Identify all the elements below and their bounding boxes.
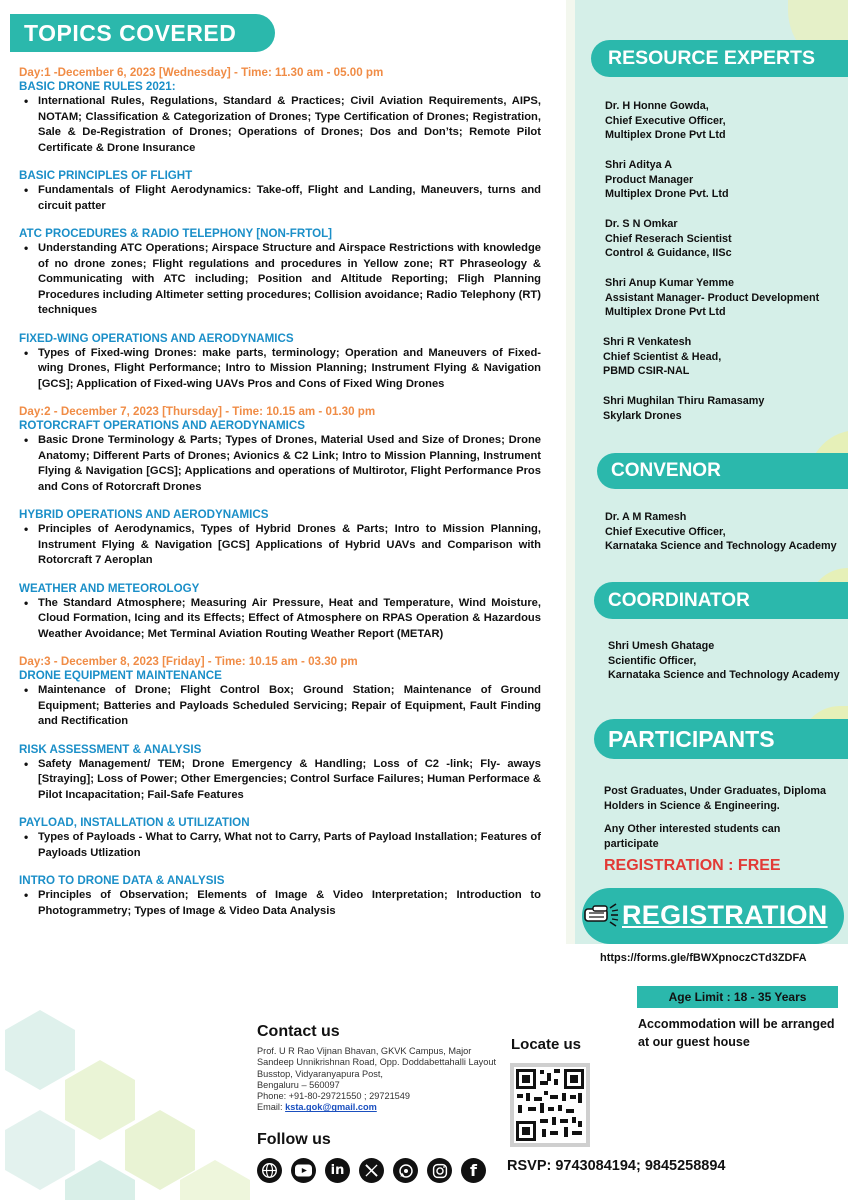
section-title: DRONE EQUIPMENT MAINTENANCE (19, 669, 222, 682)
expert-role: Chief Scientist & Head, (603, 350, 722, 363)
expert-name: Shri Mughilan Thiru Ramasamy (603, 395, 765, 407)
section-text: • Types of Fixed-wing Drones: make parts, terminology; Operation and Maneuvers of Fixed-wing Drones, Flight Performance; Intro to Mission Planning; Instrument Flying & Navigation [GCS]; Application of Fixed-wing UAVs Pros and Cons of Fixed Wing Drones (19, 346, 541, 393)
convenor-title: CONVENOR (597, 453, 848, 489)
participants-eligibility: Post Graduates, Under Graduates, Diploma Holders in Science & Engineering. (604, 785, 826, 812)
section-text: • Types of Payloads - What to Carry, What not to Carry, Parts of Payload Installation; Features of Payloads Utlization (19, 830, 541, 861)
expert-role: Chief Executive Officer, (605, 114, 726, 127)
expert-org: Multiplex Drone Pvt. Ltd (605, 188, 729, 201)
contact-email-row (257, 1102, 497, 1113)
section-title: HYBRID OPERATIONS AND AERODYNAMICS (19, 508, 269, 521)
expert-role: Product Manager (605, 173, 694, 186)
coordinator-org: Karnataka Science and Technology Academy (608, 669, 840, 682)
youtube-icon[interactable] (291, 1158, 316, 1183)
expert-name: Dr. S N Omkar (605, 218, 678, 230)
expert-role: Chief Reserach Scientist (605, 232, 732, 245)
registration-button-label[interactable]: REGISTRATION (622, 900, 828, 930)
contact-title: Contact us (257, 1023, 340, 1040)
section-text: • Principles of Aerodynamics, Types of Hybrid Drones & Parts; Intro to Mission Planning, Instrument Flying & Navigation [GCS] Applications of Hybrid UAVs and Comparison with Rotorcraft 7 Aeroplan (19, 522, 541, 569)
section-title: WEATHER AND METEOROLOGY (19, 581, 200, 595)
expert-card (605, 158, 729, 202)
section-title: BASIC PRINCIPLES OF FLIGHT (19, 169, 193, 182)
coordinator-role: Scientific Officer, (608, 654, 697, 667)
contact-details (257, 1046, 497, 1114)
facebook-icon[interactable]: f (461, 1158, 486, 1183)
contact-address: Prof. U R Rao Vijnan Bhavan, GKVK Campus, Major Sandeep Unnikrishnan Road, Opp. Doddabettahalli Layout Busstop, Vidyaranyapura Post, (257, 1046, 497, 1079)
convenor-org: Karnataka Science and Technology Academy (605, 540, 837, 553)
section-title: ATC PROCEDURES & RADIO TELEPHONY [NON-FRTOL] (19, 227, 333, 240)
contact-phone: Phone: +91-80-29721550 ; 29721549 (257, 1091, 411, 1102)
day-3-label: Day:3 - December 8, 2023 [Friday] - Time: 10.15 am - 03.30 pm (19, 655, 358, 668)
email-link[interactable]: ksta.gok@gmail.com (285, 1102, 377, 1113)
section-title: FIXED-WING OPERATIONS AND AERODYNAMICS (19, 331, 294, 345)
section-text: • Basic Drone Terminology & Parts; Types of Drones, Material Used and Size of Drones; Drone Anatomy; Different Parts of Drones; Avionics & C2 Link; Intro to Mission Planning, Instrument Flying & Navigation [GCS]; Applications and operations of Multirotor, Flight Performance Pros and Cons of Rotorcraft Drones (19, 433, 541, 495)
topics-list (19, 66, 541, 932)
expert-card (603, 335, 721, 379)
whatsapp-icon[interactable] (393, 1158, 418, 1183)
expert-card (603, 394, 764, 423)
follow-title: Follow us (257, 1131, 331, 1148)
participants-title: PARTICIPANTS (594, 719, 848, 759)
pointing-hand-icon (584, 900, 620, 932)
section-text: • The Standard Atmosphere; Measuring Air Pressure, Heat and Temperature, Wind Moisture, Cloud Formation, Icing and its Effects; Effect of Atmosphere on RPAS Operation & Hazardous Weather Avoidance; Met Terminal Aviation Routing Weather Report (METAR) (19, 596, 541, 643)
participants-others: Any Other interested students can participate (604, 823, 781, 850)
registration-fee: REGISTRATION : FREE (604, 857, 781, 874)
section-title: BASIC DRONE RULES 2021: (19, 80, 176, 93)
registration-button[interactable] (582, 888, 844, 944)
expert-org: Control & Guidance, IISc (605, 247, 732, 260)
expert-role: Assistant Manager- Product Development (605, 291, 820, 304)
expert-name: Shri Anup Kumar Yemme (605, 277, 734, 289)
globe-icon[interactable] (257, 1158, 282, 1183)
expert-org: Multiplex Drone Pvt Ltd (605, 306, 726, 319)
section-text: • Fundamentals of Flight Aerodynamics: Take-off, Flight and Landing, Maneuvers, turns and circuit patter (19, 183, 541, 214)
section-title: PAYLOAD, INSTALLATION & UTILIZATION (19, 816, 250, 829)
expert-name: Shri R Venkatesh (603, 336, 692, 348)
email-label: Email: (257, 1102, 286, 1113)
resource-experts-title: RESOURCE EXPERTS (591, 40, 848, 77)
day-2-label: Day:2 - December 7, 2023 [Thursday] - Time: 10.15 am - 01.30 pm (19, 405, 376, 418)
expert-name: Dr. H Honne Gowda, (605, 100, 709, 112)
expert-org: Skylark Drones (603, 409, 682, 422)
social-links (257, 1158, 486, 1183)
age-limit-badge: Age Limit : 18 - 35 Years (637, 986, 838, 1008)
section-text: • Safety Management/ TEM; Drone Emergency & Handling; Loss of C2 -link; Fly- aways [Straying]; Loss of Power; Other Emergencies; Control Surface Failures; Human Performace & Pilot Incapacitation; Fail-Safe Features (19, 757, 541, 804)
convenor-name: Dr. A M Ramesh (605, 511, 687, 523)
section-title: RISK ASSESSMENT & ANALYSIS (19, 742, 202, 756)
topics-covered-title: TOPICS COVERED (10, 14, 275, 52)
convenor-card (605, 510, 837, 554)
expert-card (605, 99, 726, 143)
contact-city: Bengaluru – 560097 (257, 1079, 340, 1090)
section-text: • Principles of Observation; Elements of Image & Video Interpretation; Introduction to Photogrammetry; Types of Image & Video Data Analysis (19, 888, 541, 919)
registration-url[interactable]: https://forms.gle/fBWXpnoczCTd3ZDFA (600, 952, 807, 964)
expert-org: Multiplex Drone Pvt Ltd (605, 129, 726, 142)
coordinator-title: COORDINATOR (594, 582, 848, 619)
expert-card (605, 217, 732, 261)
expert-card (605, 276, 819, 320)
decorative-hexagons (0, 1000, 250, 1200)
expert-name: Shri Aditya A (605, 159, 672, 171)
linkedin-icon[interactable]: in (325, 1158, 350, 1183)
convenor-role: Chief Executive Officer, (605, 525, 726, 538)
section-text: • International Rules, Regulations, Standard & Practices; Civil Aviation Requirements, AIPS, NOTAM; Classification & Categorization of Drones; Type Certification of Drones; Registration, Sale & De-Registration of Drones; Operations of Drones; Dos and Don’ts; Remote Pilot Certificate & Drone Insurance (19, 94, 541, 156)
instagram-icon[interactable] (427, 1158, 452, 1183)
rsvp-numbers: RSVP: 9743084194; 9845258894 (507, 1158, 726, 1174)
locate-title: Locate us (511, 1036, 582, 1053)
section-text: • Maintenance of Drone; Flight Control Box; Ground Station; Maintenance of Ground Equipment; Batteries and Payloads Scheduled Servicing; Repair of Equipment, Fault Finding and Rectification (19, 683, 541, 730)
coordinator-name: Shri Umesh Ghatage (608, 640, 715, 652)
coordinator-card (608, 639, 840, 683)
qr-code-icon[interactable] (510, 1063, 590, 1147)
x-icon[interactable] (359, 1158, 384, 1183)
section-title: ROTORCRAFT OPERATIONS AND AERODYNAMICS (19, 419, 305, 432)
day-1-label: Day:1 -December 6, 2023 [Wednesday] - Time: 11.30 am - 05.00 pm (19, 66, 384, 79)
expert-org: PBMD CSIR-NAL (603, 365, 690, 378)
accommodation-note: Accommodation will be arranged at our guest house (638, 1017, 835, 1049)
section-text: • Understanding ATC Operations; Airspace Structure and Airspace Restrictions with knowledge of no drone zones; Flight regulations and procedures in Yellow zone; RT Phraseology & Communicating with ATC including; Position and Altitude Reporting; Fligh Planning Procedures including Altimeter setting procedures; Collision avoidance; Radio Telephony (RT) techniques (19, 241, 541, 319)
section-title: INTRO TO DRONE DATA & ANALYSIS (19, 874, 225, 887)
